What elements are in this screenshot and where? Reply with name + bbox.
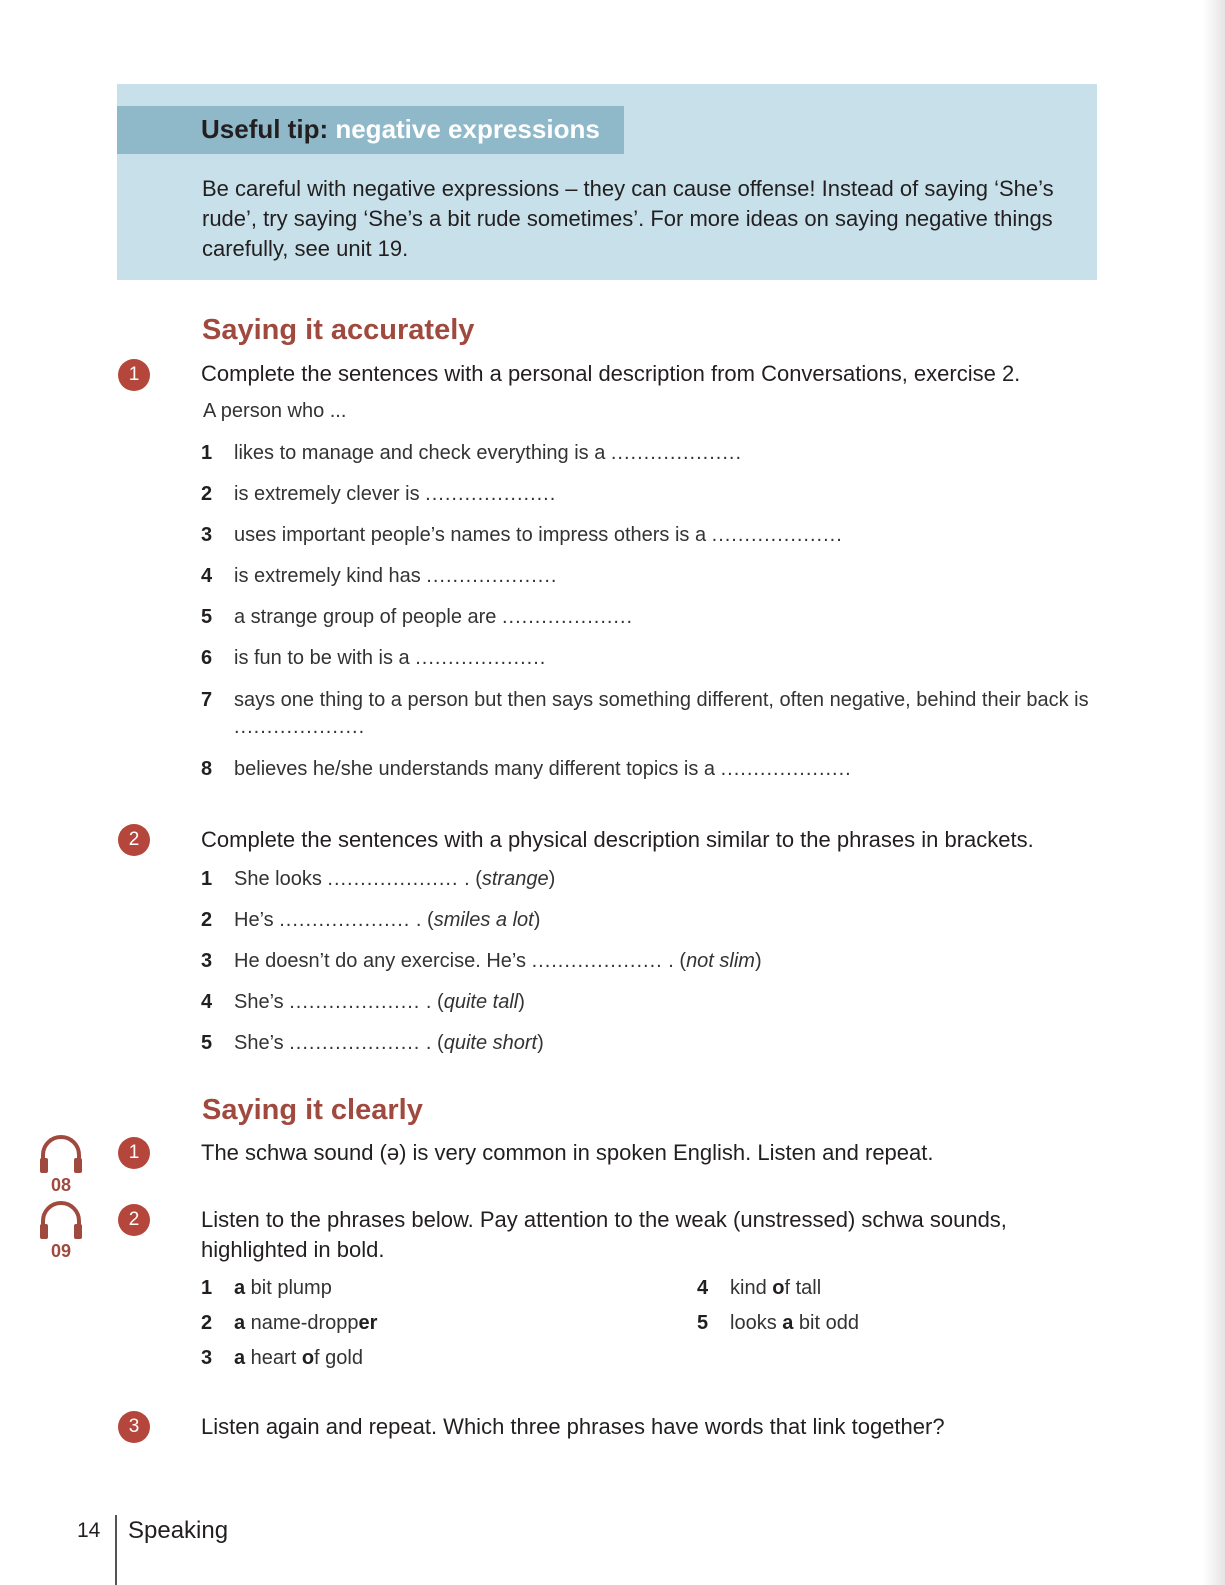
phrase-text: f gold	[314, 1347, 363, 1369]
list-item	[201, 687, 1096, 741]
tip-label: Useful tip:	[201, 114, 329, 144]
section-title-accurately: Saying it accurately	[202, 314, 475, 346]
answer-blank: ....................	[289, 991, 421, 1013]
item-number: 2	[201, 1312, 213, 1334]
answer-blank: ....................	[289, 1032, 421, 1054]
answer-blank: ....................	[610, 442, 743, 464]
page-edge-shadow	[1203, 0, 1225, 1585]
item-text: She’s .................... . (quite tall)	[234, 991, 525, 1013]
item-number: 1	[201, 868, 213, 890]
page-number: 14	[77, 1519, 101, 1542]
exercise-number-circle: 1	[118, 359, 150, 391]
item-text: says one thing to a person but then says something different, often negative, behind their back is ....................	[234, 689, 1089, 738]
exercise-instruction: Listen to the phrases below. Pay attention to the weak (unstressed) schwa sounds, highlighted in bold.	[201, 1207, 1007, 1262]
schwa-bold: a	[234, 1277, 246, 1299]
exercise-instruction: The schwa sound (ə) is very common in spoken English. Listen and repeat.	[201, 1140, 934, 1165]
item-hint: strange	[481, 868, 549, 890]
item-text: is extremely clever is ....................	[234, 483, 557, 505]
phrase-text: f tall	[784, 1277, 822, 1299]
item-number: 2	[201, 909, 213, 931]
item-number: 7	[201, 689, 213, 711]
list-item	[201, 1347, 363, 1370]
exercise-instruction: Complete the sentences with a physical description similar to the phrases in brackets.	[201, 827, 1034, 852]
list-item	[201, 907, 1096, 934]
tip-header-band	[117, 106, 624, 154]
exercise-instruction: Complete the sentences with a personal description from Conversations, exercise 2.	[201, 361, 1021, 386]
list-item	[201, 1030, 1096, 1057]
item-hint: quite tall	[443, 991, 519, 1013]
headphones-icon	[38, 1134, 84, 1176]
list-item	[201, 563, 1096, 590]
answer-blank: ....................	[426, 565, 558, 587]
phrase-text: kind	[730, 1277, 773, 1299]
schwa-bold: a	[782, 1312, 794, 1334]
item-number: 4	[697, 1277, 709, 1299]
exercise-number-circle: 3	[118, 1411, 150, 1443]
item-number: 4	[201, 565, 213, 587]
item-number: 3	[201, 950, 213, 972]
item-hint: not slim	[686, 950, 755, 972]
audio-track-number: 09	[50, 1241, 72, 1261]
item-text: is extremely kind has ....................	[234, 565, 558, 587]
list-item	[201, 989, 1096, 1016]
answer-blank: ....................	[531, 950, 663, 972]
answer-blank: ....................	[279, 909, 411, 931]
audio-track-number: 08	[50, 1175, 72, 1195]
item-text: She looks .................... . (strange)	[234, 868, 556, 890]
list-item	[201, 1277, 332, 1300]
item-number: 4	[201, 991, 213, 1013]
item-number: 8	[201, 758, 213, 780]
answer-blank: ....................	[720, 758, 852, 780]
answer-blank: ....................	[501, 606, 634, 628]
list-item	[201, 756, 1096, 783]
list-item	[201, 522, 1096, 549]
item-text: He doesn’t do any exercise. He’s .................... . (not slim)	[234, 950, 762, 972]
answer-blank: ....................	[425, 483, 557, 505]
item-text: He’s .................... . (smiles a lot)	[234, 909, 541, 931]
tip-title	[201, 114, 600, 145]
answer-blank: ....................	[711, 524, 843, 546]
list-item	[201, 440, 1096, 467]
item-number: 2	[201, 483, 213, 505]
exercise-intro: A person who ...	[203, 400, 347, 422]
item-hint: smiles a lot	[433, 909, 534, 931]
schwa-bold: a	[234, 1347, 246, 1369]
list-item	[697, 1312, 859, 1335]
schwa-bold: er	[358, 1312, 378, 1334]
item-text: likes to manage and check everything is a ....................	[234, 442, 743, 464]
item-number: 3	[201, 524, 213, 546]
exercise-instruction: Listen again and repeat. Which three phrases have words that link together?	[201, 1414, 945, 1439]
tip-body: Be careful with negative expressions – they can cause offense! Instead of saying ‘She’s rude’, try saying ‘She’s a bit rude sometimes’. For more ideas on saying negative things carefully, see unit 19.	[202, 176, 1054, 261]
item-number: 3	[201, 1347, 213, 1369]
list-item	[201, 604, 1096, 631]
headphones-icon	[38, 1200, 84, 1242]
phrase-text: name-dropp	[245, 1312, 359, 1334]
item-text: is fun to be with is a ....................	[234, 647, 547, 669]
list-item	[201, 1312, 377, 1335]
list-item	[201, 645, 1096, 672]
exercise-number-circle: 2	[118, 1204, 150, 1236]
exercise-number-circle: 2	[118, 824, 150, 856]
list-item	[697, 1277, 821, 1300]
answer-blank: ....................	[327, 868, 459, 890]
item-number: 1	[201, 1277, 213, 1299]
item-number: 6	[201, 647, 213, 669]
list-item	[201, 948, 1096, 975]
item-number: 1	[201, 442, 213, 464]
schwa-bold: o	[772, 1277, 785, 1299]
schwa-bold: o	[301, 1347, 315, 1369]
item-text: She’s .................... . (quite short)	[234, 1032, 544, 1054]
phrase-text: heart	[245, 1347, 302, 1369]
item-number: 5	[697, 1312, 709, 1334]
item-text: uses important people’s names to impress others is a ....................	[234, 524, 843, 546]
section-title-clearly: Saying it clearly	[202, 1094, 423, 1126]
item-number: 5	[201, 1032, 213, 1054]
schwa-bold: a	[234, 1312, 246, 1334]
phrase-text: bit plump	[245, 1277, 332, 1299]
item-hint: quite short	[443, 1032, 538, 1054]
list-item	[201, 481, 1096, 508]
item-text: believes he/she understands many different topics is a ....................	[234, 758, 852, 780]
phrase-text: looks	[730, 1312, 783, 1334]
tip-accent: negative expressions	[335, 114, 600, 144]
answer-blank: ....................	[234, 716, 366, 738]
answer-blank: ....................	[415, 647, 547, 669]
item-number: 5	[201, 606, 213, 628]
list-item	[201, 866, 1096, 893]
item-text: a strange group of people are ....................	[234, 606, 634, 628]
exercise-number-circle: 1	[118, 1137, 150, 1169]
footer-section-label: Speaking	[128, 1517, 229, 1544]
phrase-text: bit odd	[793, 1312, 859, 1334]
footer-divider	[115, 1515, 117, 1585]
useful-tip-box	[117, 84, 1097, 280]
